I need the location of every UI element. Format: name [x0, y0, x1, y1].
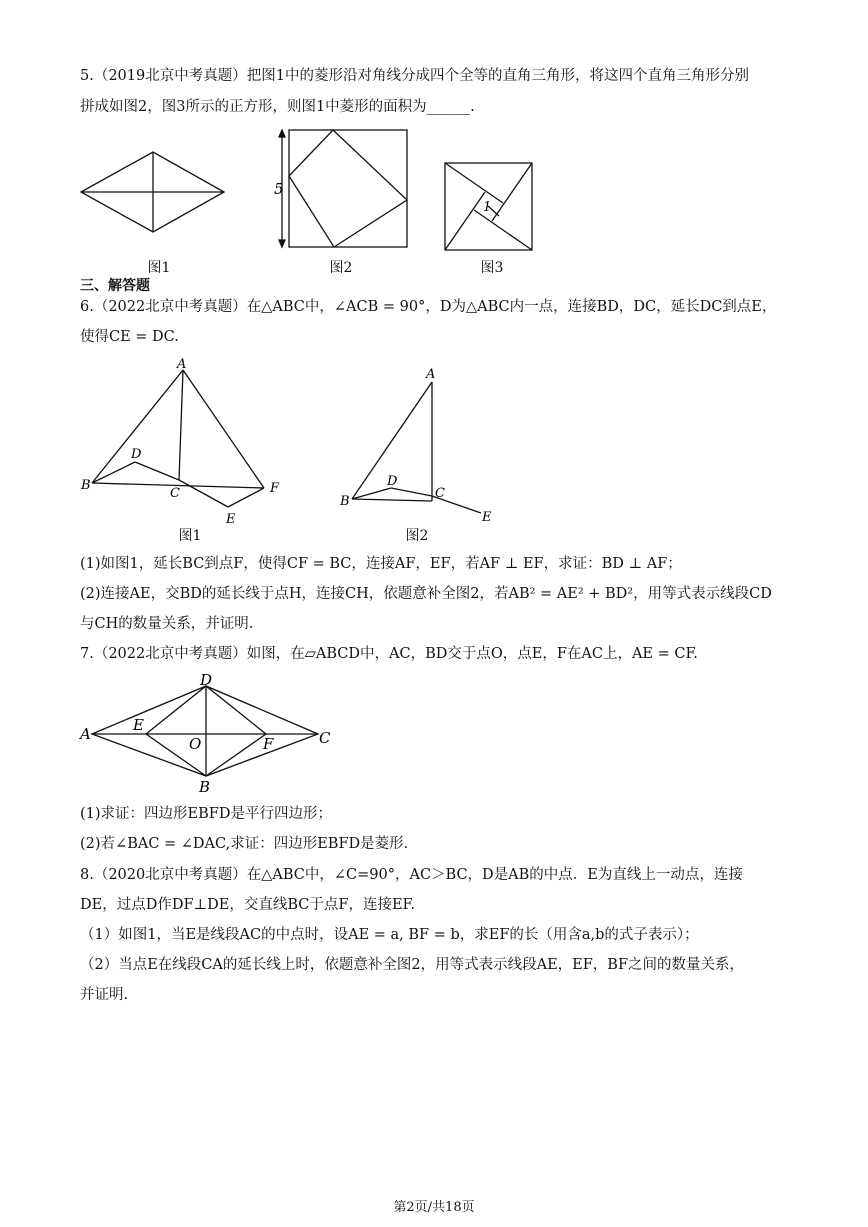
q5-fig3-caption: 图3 [480, 260, 504, 276]
section-heading: 三、解答题 [80, 278, 150, 294]
q5-line2: 拼成如图2，图3所示的正方形，则图1中菱形的面积为______. [80, 99, 475, 115]
q6-f1-label-C: C [170, 486, 180, 501]
q7-figure [76, 668, 346, 796]
q7-line1: 7.（2022北京中考真题）如图，在▱ABCD中，AC，BD交于点O，点E，F在AC上，AE = CF. [80, 646, 698, 662]
fig2-side-label: 5 [274, 180, 284, 198]
q7-label-E: E [133, 716, 144, 734]
fig3-small-label: 1 [483, 200, 492, 215]
q5-fig2-caption: 图2 [329, 260, 353, 276]
q8-line2: DE，过点D作DF⊥DE，交直线BC于点F，连接EF. [80, 897, 415, 913]
q7-label-D: D [200, 671, 213, 689]
parallelogram-figure [92, 686, 318, 776]
q6-line1: 6.（2022北京中考真题）在△ABC中，∠ACB = 90°，D为△ABC内一点，连接BD，DC，延长DC到点E， [80, 299, 777, 315]
q6-f1-label-B: B [81, 478, 91, 493]
q6-part1: (1)如图1，延长BC到点F，使得CF = BC，连接AF，EF，若AF ⊥ EF，求证：BD ⊥ AF； [80, 556, 682, 572]
q6-part2-line1: (2)连接AE，交BD的延长线于点H，连接CH，依题意补全图2，若AB² = AE² + BD²，用等式表示线段CD [80, 586, 772, 602]
q8-part2-line1: （2）当点E在线段CA的延长线上时，依题意补全图2，用等式表示线段AE，EF，BF之间的数量关系， [80, 957, 745, 973]
q6-figures [78, 358, 508, 533]
square-figure-2 [279, 130, 407, 247]
q7-label-B: B [199, 778, 211, 796]
q8-part1: （1）如图1，当E是线段AC的中点时，设AE = a, BF = b，求EF的长（用含a,b的式子表示）； [80, 927, 699, 943]
q6-f1-label-E: E [226, 512, 236, 527]
q8-line1: 8.（2020北京中考真题）在△ABC中，∠C=90°，AC＞BC，D是AB的中点．E为直线上一动点，连接 [80, 867, 743, 883]
q6-figure-2 [352, 382, 481, 513]
q6-f1-label-F: F [270, 481, 280, 496]
q7-label-F: F [263, 735, 274, 753]
q7-label-C: C [319, 729, 331, 747]
q5-figures [78, 128, 538, 256]
q6-line2: 使得CE = DC. [80, 329, 179, 345]
q7-label-O: O [189, 735, 202, 753]
q6-f2-label-E: E [482, 510, 492, 525]
q8-part2-line2: 并证明. [80, 987, 129, 1003]
q5-fig1-caption: 图1 [147, 260, 171, 276]
page-footer: 第2页/共18页 [393, 1200, 475, 1215]
q6-f2-label-A: A [426, 367, 436, 382]
q6-f2-label-D: D [387, 474, 398, 489]
rhombus-figure [81, 152, 224, 232]
q5-line1: 5.（2019北京中考真题）把图1中的菱形沿对角线分成四个全等的直角三角形，将这四个直角三角形分别 [80, 68, 749, 84]
q7-part2: (2)若∠BAC = ∠DAC,求证：四边形EBFD是菱形. [80, 836, 409, 852]
q7-label-A: A [80, 725, 91, 743]
q6-f2-label-B: B [340, 494, 350, 509]
q6-part2-line2: 与CH的数量关系，并证明. [80, 616, 254, 632]
q6-f1-label-A: A [177, 358, 187, 372]
q6-fig2-caption: 图2 [405, 528, 429, 544]
q6-f2-label-C: C [435, 486, 445, 501]
q7-part1: (1)求证：四边形EBFD是平行四边形； [80, 806, 332, 822]
q6-f1-label-D: D [131, 447, 142, 462]
q6-fig1-caption: 图1 [178, 528, 202, 544]
